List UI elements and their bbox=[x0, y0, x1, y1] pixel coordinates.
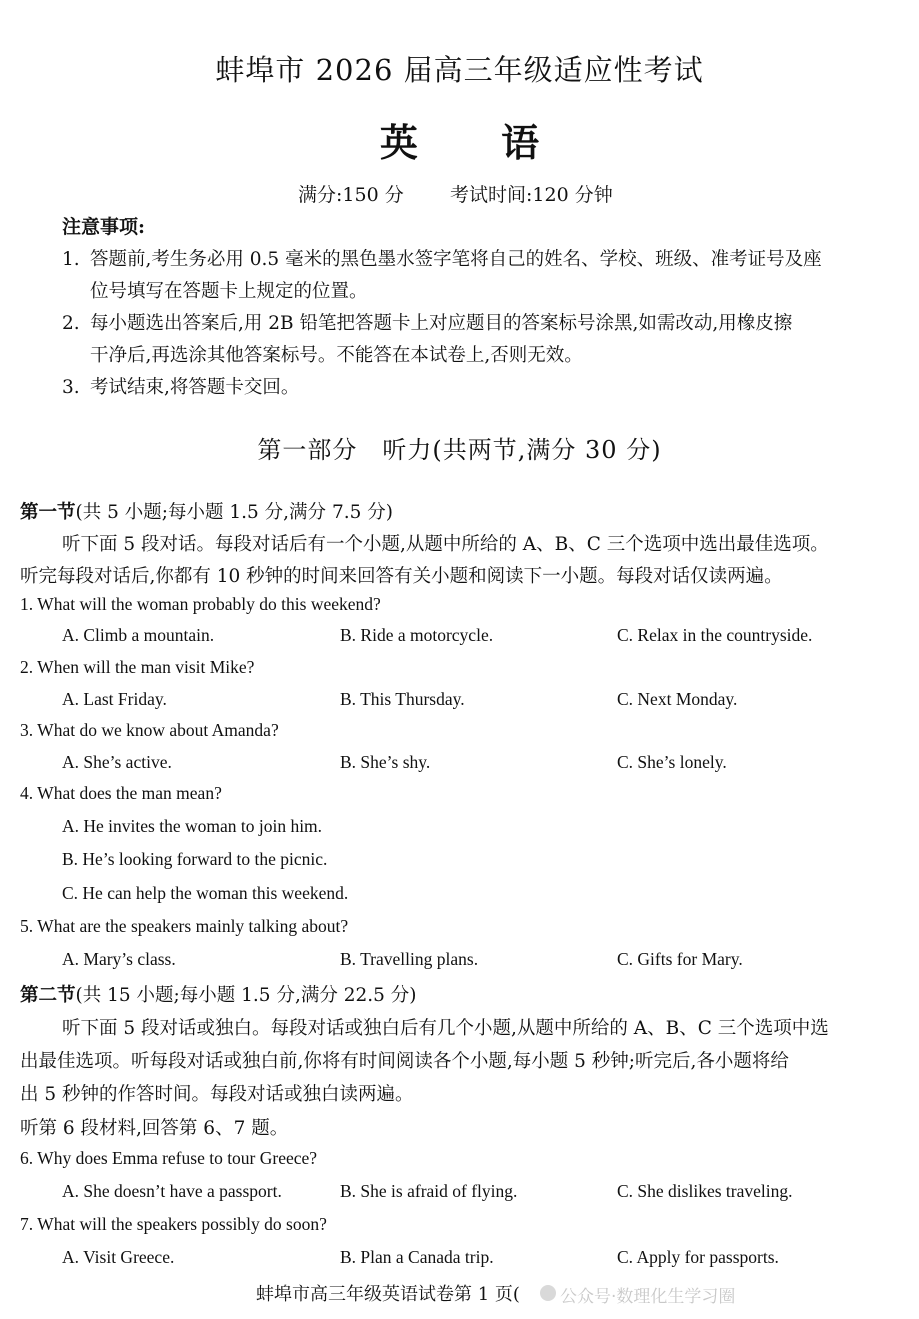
section1-title: 第一节 bbox=[20, 502, 76, 523]
note-item bbox=[62, 245, 822, 271]
section1-heading bbox=[20, 498, 393, 524]
exam-time: 考试时间:120 分钟 bbox=[450, 184, 613, 206]
option-5b: B. Travelling plans. bbox=[340, 949, 479, 969]
question-5: 5. What are the speakers mainly talking about? bbox=[20, 916, 349, 936]
note-item bbox=[62, 373, 299, 399]
option-2b: B. This Thursday. bbox=[340, 689, 465, 709]
material-note: 听第 6 段材料,回答第 6、7 题。 bbox=[20, 1118, 289, 1139]
option-1a: A. Climb a mountain. bbox=[62, 625, 215, 645]
option-7a: A. Visit Greece. bbox=[62, 1247, 175, 1267]
question-6: 6. Why does Emma refuse to tour Greece? bbox=[20, 1148, 318, 1168]
wechat-icon bbox=[540, 1285, 556, 1301]
full-score: 满分:150 分 bbox=[298, 184, 404, 206]
question-4: 4. What does the man mean? bbox=[20, 783, 222, 803]
note-text: 答题前,考生务必用 0.5 毫米的黑色墨水签字笔将自己的姓名、学校、班级、准考证号及座 bbox=[90, 249, 822, 270]
option-4b: B. He’s looking forward to the picnic. bbox=[62, 849, 328, 869]
question-3: 3. What do we know about Amanda? bbox=[20, 720, 279, 740]
section2-detail: (共 15 小题;每小题 1.5 分,满分 22.5 分) bbox=[75, 985, 417, 1006]
option-7c: C. Apply for passports. bbox=[617, 1247, 779, 1267]
exam-title: 蚌埠市 2026 届高三年级适应性考试 bbox=[215, 53, 704, 87]
page-footer: 蚌埠市高三年级英语试卷第 1 页( bbox=[256, 1284, 520, 1305]
subject-title: 英 语 bbox=[379, 120, 540, 165]
section2-instruction: 出最佳选项。听每段对话或独白前,你将有时间阅读各个小题,每小题 5 秒钟;听完后,各小题将给 bbox=[20, 1051, 789, 1072]
question-2: 2. When will the man visit Mike? bbox=[20, 657, 255, 677]
section1-instruction: 听完每段对话后,你都有 10 秒钟的时间来回答有关小题和阅读下一小题。每段对话仅读两遍。 bbox=[20, 566, 783, 587]
notes-heading: 注意事项: bbox=[62, 216, 146, 238]
section1-instruction: 听下面 5 段对话。每段对话后有一个小题,从题中所给的 A、B、C 三个选项中选出最佳选项。 bbox=[62, 534, 829, 555]
note-text: 考试结束,将答题卡交回。 bbox=[90, 377, 300, 398]
option-4c: C. He can help the woman this weekend. bbox=[62, 883, 349, 903]
option-6b: B. She is afraid of flying. bbox=[340, 1181, 518, 1201]
note-number: 3. bbox=[62, 377, 80, 398]
option-6a: A. She doesn’t have a passport. bbox=[62, 1181, 282, 1201]
option-2a: A. Last Friday. bbox=[62, 689, 167, 709]
option-3b: B. She’s shy. bbox=[340, 752, 431, 772]
option-1c: C. Relax in the countryside. bbox=[617, 625, 813, 645]
note-number: 2. bbox=[62, 313, 80, 334]
option-5c: C. Gifts for Mary. bbox=[617, 949, 743, 969]
option-3a: A. She’s active. bbox=[62, 752, 172, 772]
section2-title: 第二节 bbox=[20, 985, 76, 1006]
note-text-continued: 位号填写在答题卡上规定的位置。 bbox=[90, 281, 368, 302]
option-5a: A. Mary’s class. bbox=[62, 949, 176, 969]
section2-heading bbox=[20, 981, 417, 1007]
watermark: 公众号·数理化生学习圈 bbox=[560, 1287, 736, 1307]
option-7b: B. Plan a Canada trip. bbox=[340, 1247, 494, 1267]
note-item bbox=[62, 309, 792, 335]
question-7: 7. What will the speakers possibly do soon? bbox=[20, 1214, 327, 1234]
option-4a: A. He invites the woman to join him. bbox=[62, 816, 323, 836]
option-1b: B. Ride a motorcycle. bbox=[340, 625, 494, 645]
section1-detail: (共 5 小题;每小题 1.5 分,满分 7.5 分) bbox=[75, 502, 393, 523]
question-1: 1. What will the woman probably do this weekend? bbox=[20, 594, 381, 614]
option-2c: C. Next Monday. bbox=[617, 689, 738, 709]
option-6c: C. She dislikes traveling. bbox=[617, 1181, 793, 1201]
section2-instruction: 出 5 秒钟的作答时间。每段对话或独白读两遍。 bbox=[20, 1084, 414, 1105]
note-text: 每小题选出答案后,用 2B 铅笔把答题卡上对应题目的答案标号涂黑,如需改动,用橡皮擦 bbox=[90, 313, 793, 334]
note-text-continued: 干净后,再选涂其他答案标号。不能答在本试卷上,否则无效。 bbox=[90, 345, 583, 366]
option-3c: C. She’s lonely. bbox=[617, 752, 727, 772]
note-number: 1. bbox=[62, 249, 80, 270]
part1-heading: 第一部分 听力(共两节,满分 30 分) bbox=[257, 436, 662, 464]
section2-instruction: 听下面 5 段对话或独白。每段对话或独白后有几个小题,从题中所给的 A、B、C 三个选项中选 bbox=[62, 1018, 829, 1039]
